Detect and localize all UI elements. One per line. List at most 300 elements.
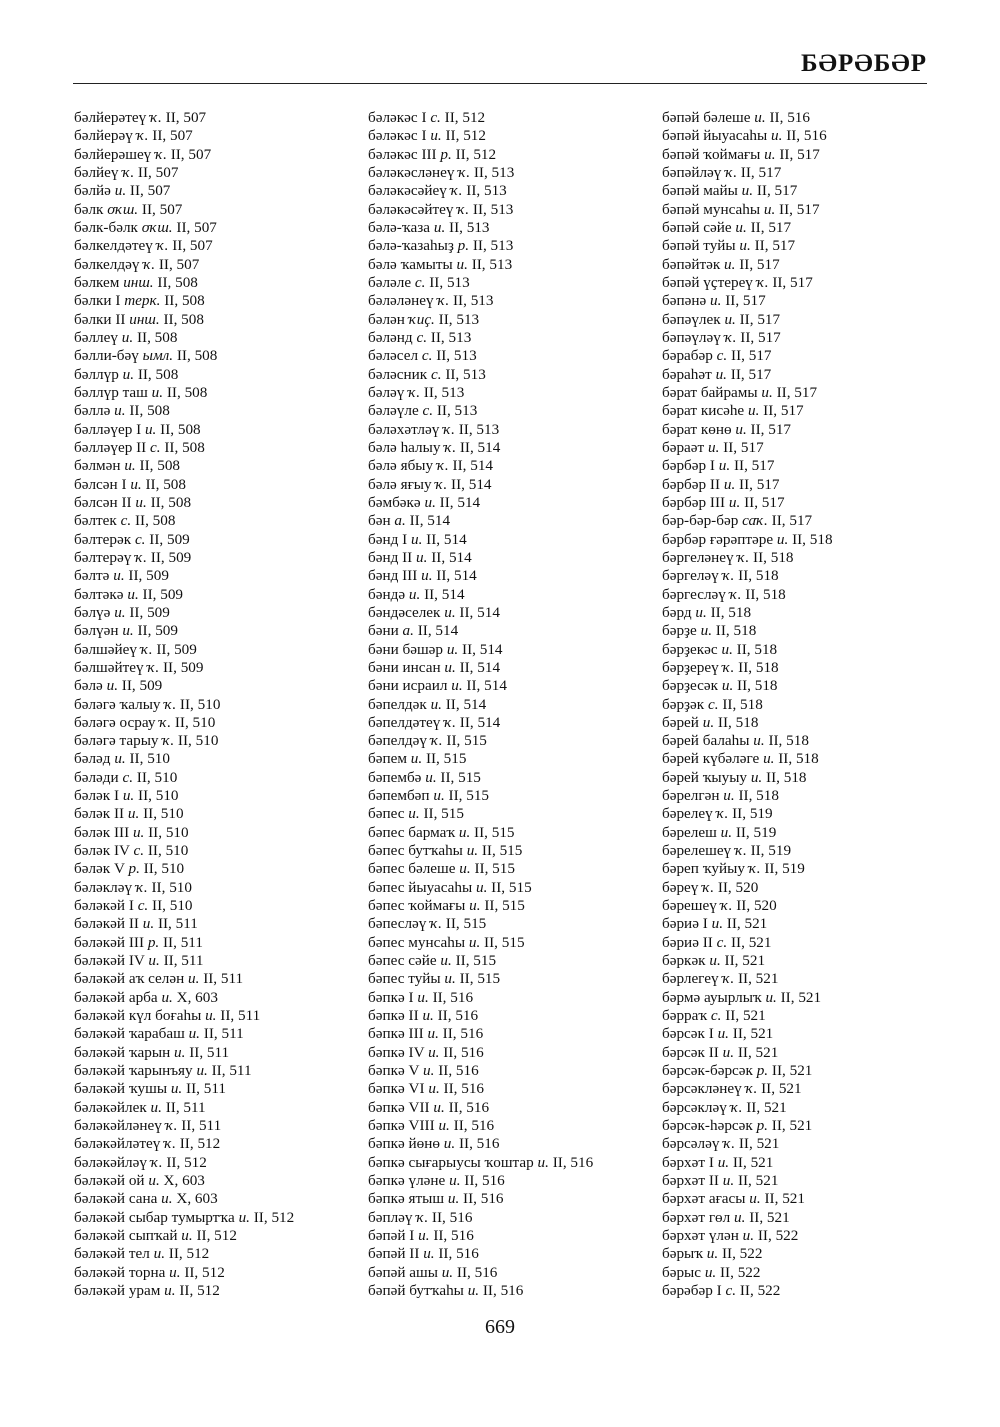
entry-reference: II, 510 [144,842,189,860]
entry-headword: бәндәселек [368,603,441,621]
entry-part-of-speech: ҡ. [720,897,733,915]
index-entry [74,1117,374,1135]
entry-headword: бәрлегеү [662,970,719,988]
entry-part-of-speech: и. [408,805,420,823]
entry-reference: X, 603 [172,988,218,1006]
index-entry [662,659,962,677]
entry-reference: II, 518 [714,713,759,731]
entry-headword: бәләгә тарыу [74,732,159,750]
entry-part-of-speech: с. [430,365,442,383]
entry-part-of-speech: и. [723,475,736,493]
entry-headword: бәпәй сәйе [662,218,732,236]
entry-part-of-speech: и. [722,1043,735,1061]
entry-part-of-speech: и. [196,1062,208,1080]
index-entry [368,989,668,1007]
entry-headword: бәпәй бутҡаһы [368,1282,464,1299]
entry-reference: II, 516 [449,1117,495,1135]
index-entry [74,476,374,494]
index-entry [74,879,374,897]
entry-headword: бәләкәй ҡушы [74,1080,168,1098]
entry-part-of-speech: р. [457,237,470,255]
entry-part-of-speech: и. [467,1282,480,1299]
entry-headword: бәрхәт II [662,1172,719,1190]
entry-headword: бәлән [368,310,405,328]
entry-part-of-speech: и. [444,970,456,988]
index-entry [662,127,962,145]
index-entry [662,439,962,457]
entry-part-of-speech: ҡ. [436,457,449,475]
entry-reference: II, 518 [733,677,778,695]
entry-reference: II, 513 [425,273,470,291]
entry-reference: II, 511 [177,1117,222,1135]
index-entry [368,1080,668,1098]
entry-headword: бәрбәр ғәрәптәре [662,530,774,548]
entry-part-of-speech: и. [747,402,760,420]
entry-headword: бән [368,512,391,530]
entry-reference: II, 510 [125,750,170,768]
entry-headword: бәрей ҡыуыу [662,768,748,786]
entry-part-of-speech: и. [124,457,136,475]
entry-headword: бәләди [74,768,119,786]
entry-part-of-speech: ҡ. [408,383,420,401]
entry-part-of-speech: и. [410,530,423,548]
entry-part-of-speech: и. [410,750,423,768]
entry-headword: бәпес мунсаһы [368,933,466,951]
entry-reference: II, 512 [440,109,486,126]
entry-headword: бәрабәр [662,347,713,365]
index-entry [662,1245,962,1263]
entry-headword: бәпәнә [662,292,707,310]
entry-reference: II, 519 [760,860,805,878]
entry-reference: II, 507 [126,182,171,200]
entry-reference: II, 521 [742,1098,787,1116]
entry-headword: бәрҙе [662,622,697,640]
index-entry [368,1117,668,1135]
index-entry [368,109,668,127]
entry-part-of-speech: и. [466,842,479,860]
entry-headword: бәләкәсәйтеү [368,200,454,218]
entry-part-of-speech: ҡ. [450,182,463,200]
entry-headword: бәлтерәк [74,530,132,548]
index-entry [368,329,668,347]
entry-part-of-speech: и. [113,567,125,585]
page-number: 669 [485,1316,515,1338]
index-entry [368,1172,668,1190]
entry-reference: II, 510 [139,860,185,878]
index-entry [368,146,668,164]
entry-headword: бәрбәр II [662,475,721,493]
index-entry [368,549,668,567]
entry-reference: II, 521 [776,988,822,1006]
entry-part-of-speech: инш. [123,273,154,291]
entry-headword: бәлүә [74,603,111,621]
entry-headword: бәни инсан [368,658,441,676]
entry-part-of-speech: и. [424,493,436,511]
entry-reference: II, 514 [456,438,501,456]
entry-part-of-speech: и. [153,1245,165,1263]
index-entry [74,219,374,237]
entry-headword: бәрд [662,603,692,621]
entry-part-of-speech: с. [133,842,145,860]
entry-reference: II, 514 [432,567,477,585]
entry-headword: бәрелеү [662,805,713,823]
entry-headword: бәпәй майы [662,182,738,200]
entry-headword: бәпәй йыуасаһы [662,127,768,145]
entry-headword: бәрсәкләү [662,1098,727,1116]
entry-reference: II, 510 [148,897,193,915]
entry-part-of-speech: и. [170,1080,183,1098]
index-entry [662,109,962,127]
index-entry [74,714,374,732]
index-entry [368,402,668,420]
entry-headword: бәләд [74,750,111,768]
entry-reference: II, 521 [734,970,779,988]
index-entry [368,567,668,585]
entry-reference: II, 515 [451,952,497,970]
index-entry [662,494,962,512]
entry-part-of-speech: и. [456,255,468,273]
entry-headword: бәпкә VIII [368,1117,435,1135]
entry-part-of-speech: и. [704,1263,717,1281]
entry-part-of-speech: и. [428,1080,440,1098]
entry-headword: бәләхәтләү [368,420,440,438]
index-entry [662,531,962,549]
entry-reference: II, 513 [420,383,465,401]
entry-part-of-speech: ҡ. [730,1098,743,1116]
entry-part-of-speech: ҡ. [748,860,761,878]
index-entry [662,1117,962,1135]
index-entry [74,127,374,145]
index-column-3 [662,109,962,1300]
entry-headword: бәпкә IV [368,1043,425,1061]
entry-headword: бәпес бутҡаһы [368,842,463,860]
entry-reference: II, 517 [736,328,781,346]
entry-headword: бәрешеү [662,897,717,915]
entry-reference: X, 603 [172,1190,218,1208]
entry-part-of-speech: инш. [129,310,160,328]
entry-headword: бәпес йыуасаһы [368,878,473,896]
index-entry [368,879,668,897]
index-entry [662,1209,962,1227]
entry-reference: II, 514 [427,548,472,566]
entry-reference: II, 517 [767,512,813,530]
entry-reference: II, 514 [422,530,467,548]
entry-part-of-speech: и. [739,237,751,255]
index-entry [662,146,962,164]
entry-reference: II, 519 [728,805,773,823]
entry-part-of-speech: ҡ. [734,842,747,860]
index-entry [368,970,668,988]
entry-part-of-speech: и. [776,530,789,548]
entry-headword: бәлсән I [74,475,127,493]
entry-part-of-speech: и. [723,787,735,805]
entry-headword: бәләкәй сыпҡай [74,1227,178,1245]
index-entry [368,842,668,860]
entry-reference: II, 512 [175,1282,220,1299]
index-entry [74,915,374,933]
entry-reference: II, 522 [736,1282,781,1299]
index-entry [368,237,668,255]
index-entry [662,182,962,200]
entry-reference: II, 515 [419,805,464,823]
entry-headword: бәпәүлек [662,310,721,328]
header-rule [73,83,927,84]
entry-reference: II, 518 [734,658,779,676]
index-entry [74,146,374,164]
entry-headword: бәлйә [74,182,111,200]
index-entry [368,1044,668,1062]
entry-headword: бәләүле [368,402,419,420]
entry-reference: II, 515 [422,750,467,768]
index-entry [662,347,962,365]
index-entry [74,402,374,420]
entry-reference: II, 514 [447,475,492,493]
entry-part-of-speech: и. [721,677,734,695]
entry-headword: бәләгә осрау [74,713,156,731]
entry-reference: II, 517 [737,163,782,181]
entry-part-of-speech: и. [114,402,126,420]
entry-headword: бәрат көнө [662,420,732,438]
entry-headword: бәлә ябыу [368,457,434,475]
entry-reference: II, 515 [480,897,525,915]
entry-reference: II, 517 [768,273,813,291]
index-entry [368,732,668,750]
entry-part-of-speech: и. [724,255,736,273]
entry-part-of-speech: ҡ. [430,732,443,750]
entry-part-of-speech: и. [753,732,765,750]
index-entry [368,1099,668,1117]
entry-headword: бәрраҡ [662,1007,708,1025]
index-entry [368,421,668,439]
entry-part-of-speech: и. [428,1043,440,1061]
entry-reference: II, 514 [405,512,451,530]
entry-part-of-speech: и. [151,383,164,401]
entry-part-of-speech: и. [722,1172,735,1190]
entry-headword: бәлә ҡамыты [368,255,453,273]
entry-headword: бәлйерәү [74,127,133,145]
entry-part-of-speech: а. [402,622,414,640]
entry-reference: II, 517 [759,402,804,420]
entry-part-of-speech: и. [440,952,452,970]
entry-headword: бәлә [74,677,103,695]
entry-headword: бәлки II [74,310,126,328]
index-entry [662,476,962,494]
index-entry [74,787,374,805]
entry-headword: бәлләүер II [74,438,147,456]
entry-headword: бәпес сәйе [368,952,437,970]
index-entry [368,1062,668,1080]
entry-headword: бәлтек [74,512,117,530]
entry-part-of-speech: и. [447,1190,460,1208]
entry-headword: бәрҙесәк [662,677,719,695]
index-entry [74,989,374,1007]
index-entry [368,384,668,402]
entry-part-of-speech: и. [122,365,135,383]
entry-reference: II, 517 [721,292,766,310]
entry-headword: бәләк III [74,823,130,841]
index-entry [368,677,668,695]
entry-headword: бәрхәт үлән [662,1227,739,1245]
entry-part-of-speech: и. [238,1208,250,1226]
entry-reference: II, 511 [207,1062,252,1080]
entry-part-of-speech: ҡ. [745,1080,758,1098]
entry-part-of-speech: с. [414,273,426,291]
entry-headword: бәләкәй II [74,915,139,933]
entry-part-of-speech: и. [148,1172,160,1190]
entry-reference: II, 509 [145,530,190,548]
entry-headword: бәләкәй ҡарын [74,1043,171,1061]
entry-headword: бәрбәр III [662,493,726,511]
index-entry [662,952,962,970]
entry-reference: II, 508 [153,273,198,291]
index-entry [368,1154,668,1172]
index-entry [662,860,962,878]
entry-reference: II, 517 [727,347,772,365]
entry-reference: II, 518 [712,622,757,640]
entry-headword: бәләкәй ой [74,1172,145,1190]
entry-part-of-speech: ҡ. [164,1135,176,1153]
index-entry [662,567,962,585]
index-entry [368,1190,668,1208]
entry-part-of-speech: и. [122,622,134,640]
index-entry [368,439,668,457]
entry-headword: бәр-бәр-бәр [662,512,739,530]
entry-headword: бәлтәкә [74,585,124,603]
index-entry [662,311,962,329]
entry-reference: II, 510 [174,732,219,750]
entry-headword: бәләкәй аҡ селән [74,970,185,988]
entry-part-of-speech: и. [423,1062,435,1080]
index-entry [368,531,668,549]
entry-headword: бәлмән [74,457,121,475]
entry-part-of-speech: и. [750,768,763,786]
entry-headword: бәлләүер I [74,420,142,438]
entry-headword: бәләкәйләү [74,1153,147,1171]
entry-headword: бәләнд [368,328,413,346]
index-entry [74,384,374,402]
entry-reference: II, 507 [155,255,200,273]
index-column-1 [74,109,374,1300]
entry-part-of-speech: и. [771,127,783,145]
index-entry [662,824,962,842]
entry-reference: II, 515 [480,933,525,951]
entry-headword: бәләкәй урам [74,1282,161,1299]
index-entry [662,879,962,897]
entry-part-of-speech: ымл. [142,347,174,365]
entry-part-of-speech: и. [717,1025,729,1043]
entry-part-of-speech: ҡ. [147,658,160,676]
index-entry [368,805,668,823]
index-entry [74,1025,374,1043]
index-entry [74,805,374,823]
entry-part-of-speech: и. [443,1135,456,1153]
entry-part-of-speech: ҡ. [135,548,147,566]
entry-reference: II, 511 [154,915,198,933]
entry-reference: II, 510 [133,768,178,786]
entry-reference: II, 518 [764,732,809,750]
entry-headword: бәлйерәшеү [74,145,152,163]
index-entry [74,549,374,567]
entry-reference: II, 517 [775,145,820,163]
entry-reference: II, 513 [441,365,486,383]
index-entry [74,1245,374,1263]
entry-reference: II, 521 [768,1062,813,1080]
entry-reference: II, 512 [441,127,486,145]
entry-part-of-speech: ҡ. [156,237,169,255]
entry-part-of-speech: и. [706,1245,719,1263]
entry-reference: II, 518 [762,768,807,786]
entry-reference: II, 508 [159,310,204,328]
index-entry [662,732,962,750]
entry-reference: II, 511 [199,970,244,988]
entry-reference: II, 518 [718,695,763,713]
entry-reference: II, 510 [144,823,189,841]
entry-reference: II, 515 [478,842,523,860]
entry-reference: II, 518 [734,567,779,585]
entry-headword: бәрыс [662,1263,702,1281]
index-entry [368,915,668,933]
entry-reference: II, 521 [735,1135,780,1153]
entry-part-of-speech: и. [188,970,200,988]
entry-part-of-speech: с. [134,530,146,548]
entry-reference: II, 517 [726,365,772,383]
index-entry [368,1245,668,1263]
index-entry [368,512,668,530]
entry-reference: II, 521 [734,1043,779,1061]
index-entry [662,201,962,219]
entry-headword: бәрсәк I [662,1025,714,1043]
index-entry [662,842,962,860]
entry-headword: бәләкәс III [368,145,437,163]
entry-reference: II, 509 [124,567,169,585]
entry-part-of-speech: и. [728,493,741,511]
index-entry [368,1135,668,1153]
entry-headword: бәрхәт I [662,1153,714,1171]
entry-reference: II, 508 [156,420,201,438]
entry-part-of-speech: и. [718,457,731,475]
entry-part-of-speech: и. [181,1227,193,1245]
index-entry [662,421,962,439]
entry-part-of-speech: с. [430,109,441,126]
entry-reference: II, 518 [734,787,779,805]
entry-reference: II, 515 [444,787,490,805]
entry-headword: бәпес ҡоймағы [368,897,466,915]
index-entry [368,201,668,219]
entry-reference: II, 518 [706,603,752,621]
entry-headword: бәпкә I [368,988,414,1006]
entry-reference: II, 516 [455,1135,500,1153]
index-entry [368,714,668,732]
entry-reference: II, 521 [757,1080,802,1098]
entry-reference: II, 508 [134,365,179,383]
index-entry [74,952,374,970]
entry-reference: II, 508 [131,512,176,530]
index-entry [74,421,374,439]
entry-headword: бәлк [74,200,104,218]
entry-reference: II, 513 [434,310,480,328]
index-entry [74,750,374,768]
index-entry [368,641,668,659]
entry-headword: бәпәй бәлеше [662,109,751,126]
index-entry [74,769,374,787]
entry-part-of-speech: ҡ. [150,109,162,126]
entry-reference: II, 517 [746,420,792,438]
entry-headword: бәни исраил [368,677,448,695]
index-entry [662,714,962,732]
entry-reference: II, 516 [439,1080,485,1098]
entry-part-of-speech: ҡ. [723,1135,736,1153]
entry-reference: II, 514 [462,677,507,695]
